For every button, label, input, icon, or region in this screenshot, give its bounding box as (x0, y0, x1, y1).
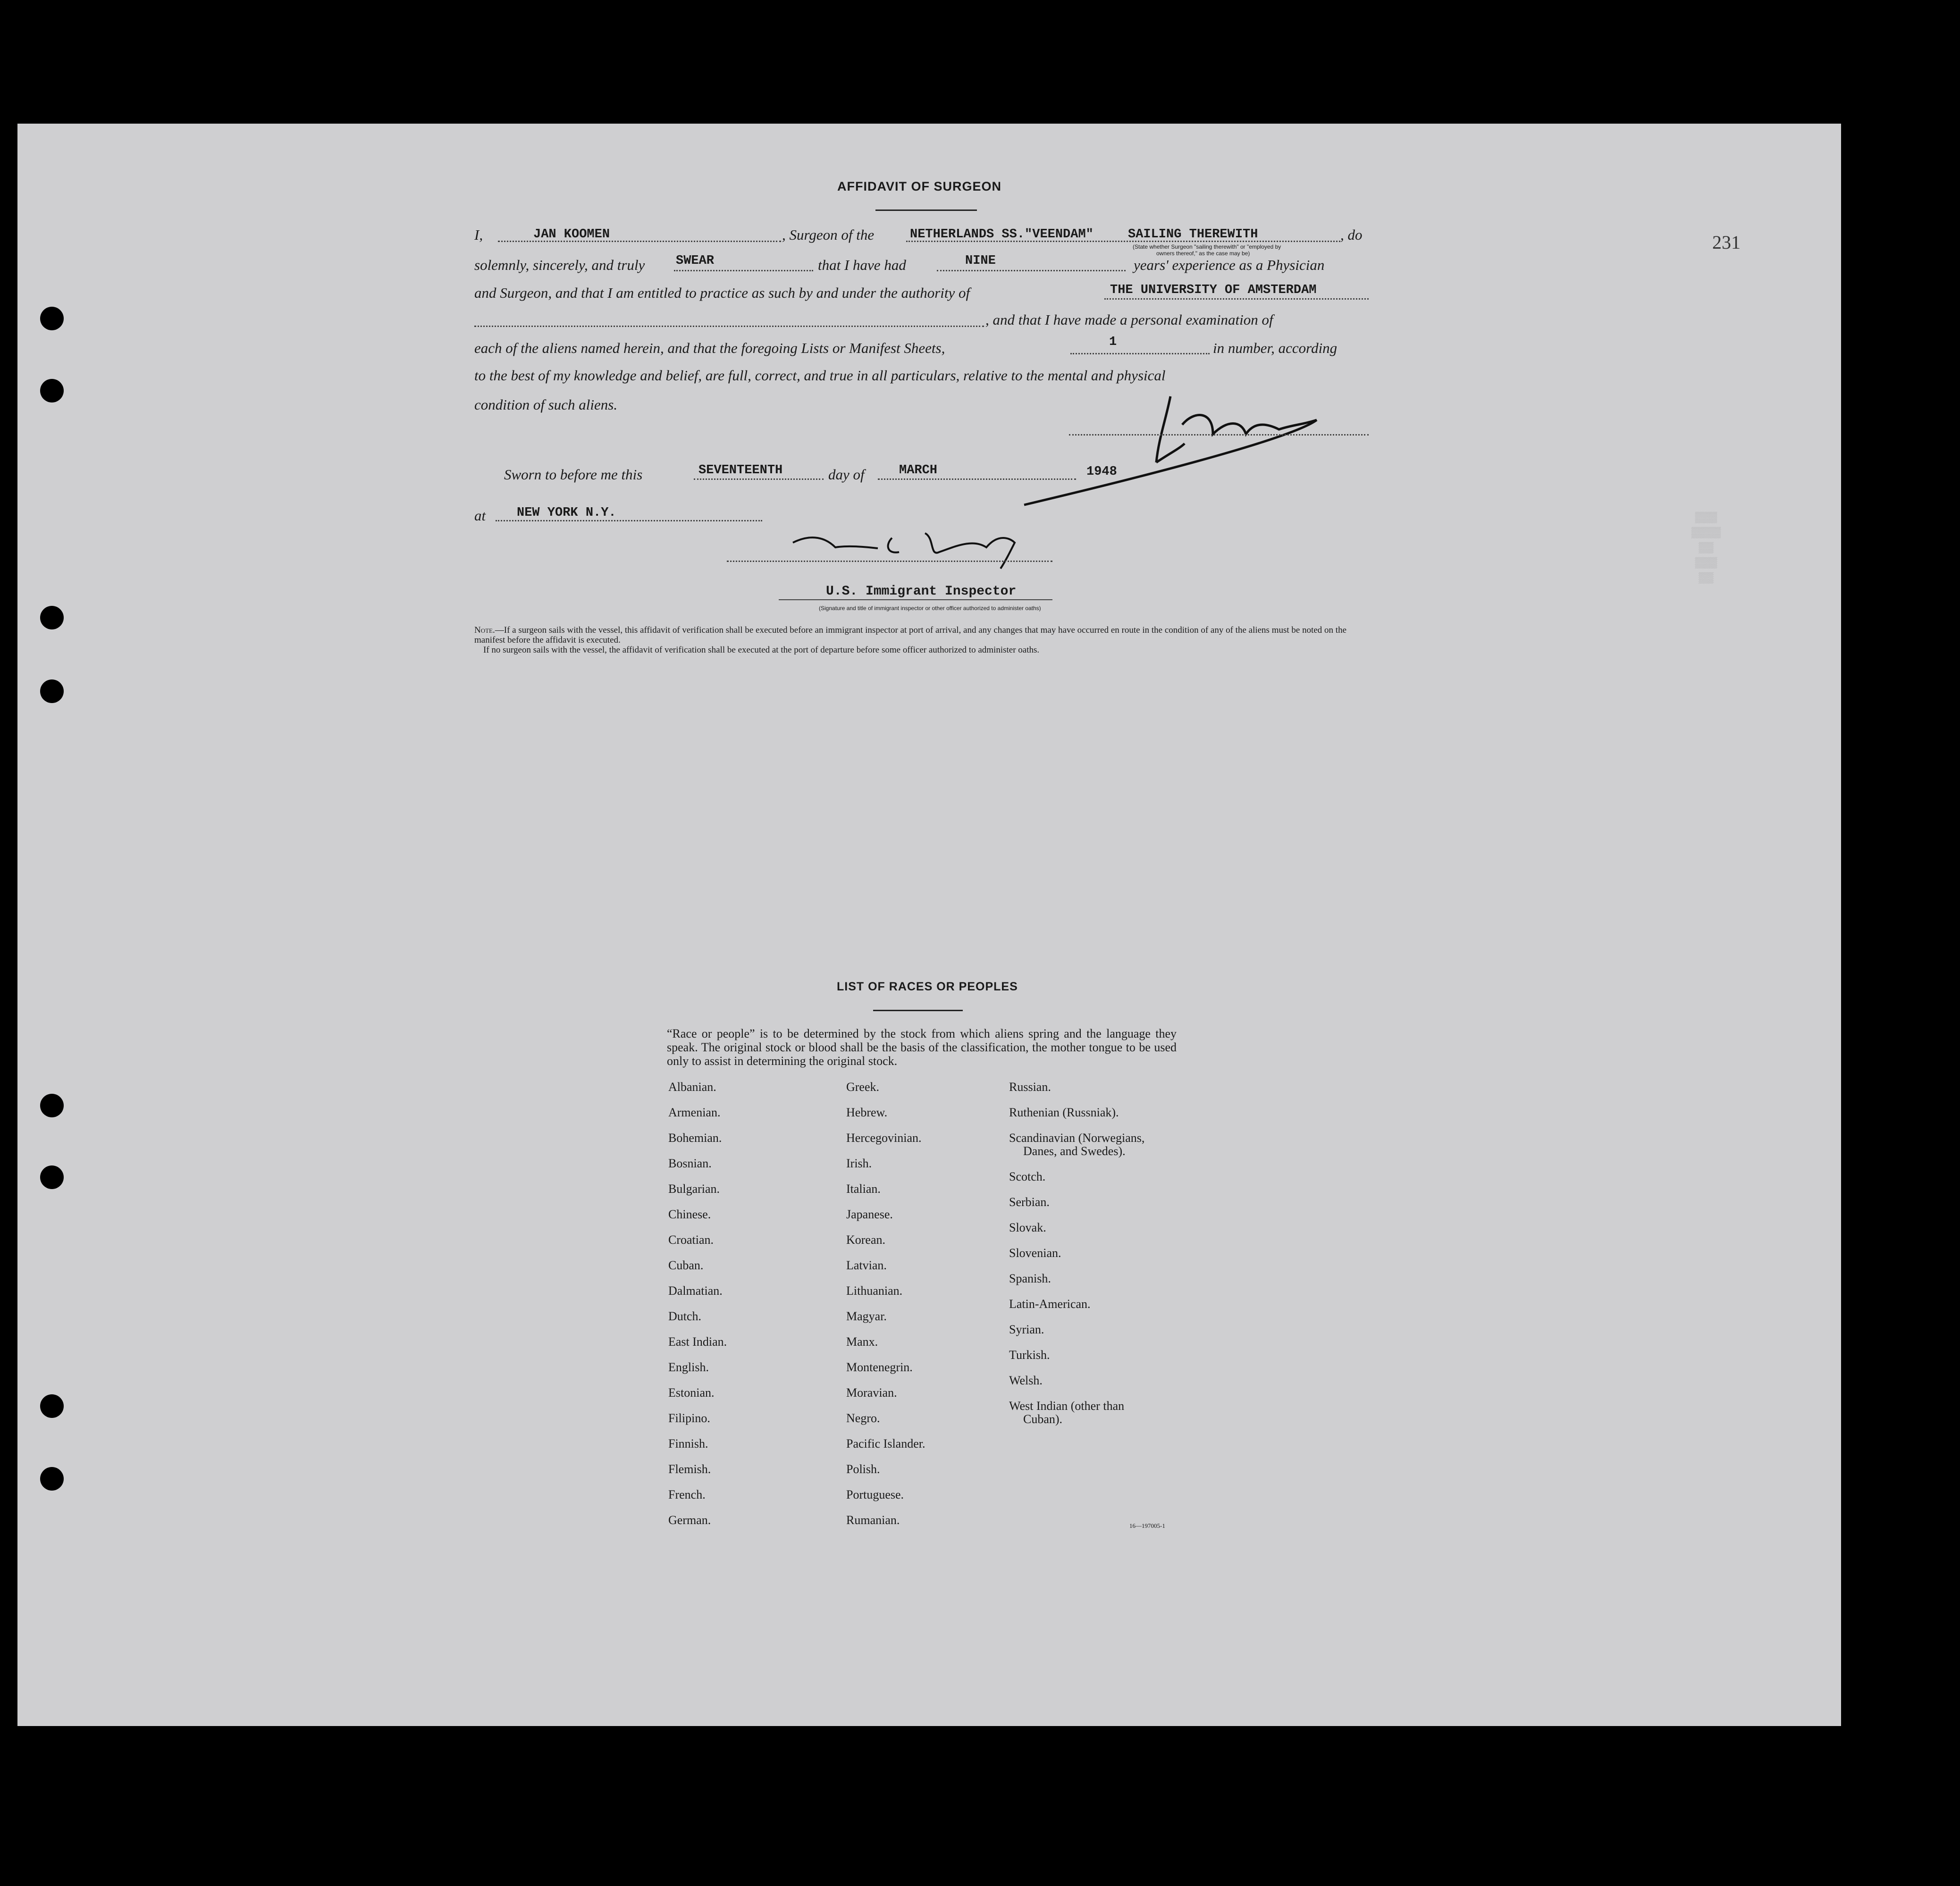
sworn-year: 1948 (1086, 465, 1117, 479)
inspector-title: U.S. Immigrant Inspector (826, 584, 1017, 599)
race-item: Polish. (846, 1462, 880, 1476)
text-solemnly: solemnly, sincerely, and truly (474, 257, 645, 273)
sailing-note-1: (State whether Surgeon "sailing therewith" or "employed by (1133, 243, 1281, 250)
day-line (694, 478, 824, 480)
binder-hole (40, 307, 64, 330)
surgeon-signature-line (1069, 434, 1369, 436)
sworn-month: MARCH (899, 463, 938, 478)
text-at: at (474, 507, 486, 524)
text-condition: condition of such aliens. (474, 396, 618, 413)
race-item: West Indian (other than (1009, 1399, 1125, 1413)
race-item: Montenegrin. (846, 1360, 913, 1374)
race-item: Bohemian. (668, 1131, 722, 1145)
text-sworn: Sworn to before me this (504, 466, 643, 483)
affidavit-note (474, 625, 1369, 655)
month-line (878, 478, 1076, 480)
text-surgeon-of: , Surgeon of the (782, 226, 875, 243)
vessel-line (906, 241, 1340, 242)
race-item: French. (668, 1488, 706, 1501)
surgeon-signature (1015, 392, 1354, 510)
race-item: Finnish. (668, 1437, 708, 1450)
race-item: English. (668, 1360, 709, 1374)
text-best-of-knowledge: to the best of my knowledge and belief, are full, correct, and true in all particulars, relative to the mental and physical (474, 367, 1166, 384)
race-item: Filipino. (668, 1411, 710, 1425)
binder-hole (40, 1165, 64, 1189)
text-in-number: in number, according (1213, 340, 1338, 356)
race-item: Rumanian. (846, 1513, 900, 1527)
years-line (937, 270, 1126, 271)
years-experience: NINE (965, 254, 996, 268)
race-item: Syrian. (1009, 1323, 1044, 1336)
text-day-of: day of (828, 466, 865, 483)
race-item: Bosnian. (668, 1157, 712, 1170)
inspector-signature-line (727, 561, 1052, 562)
race-item: Bulgarian. (668, 1182, 720, 1196)
text-i-have-had: that I have had (818, 257, 906, 273)
race-item: Russian. (1009, 1080, 1051, 1094)
surgeon-name: JAN KOOMEN (533, 227, 610, 242)
text-i: I, (474, 226, 483, 243)
authority-continued-line (474, 326, 984, 327)
race-item: Dutch. (668, 1309, 702, 1323)
race-item: Hebrew. (846, 1106, 888, 1119)
sailing-note-2: owners thereof," as the case may be) (1156, 250, 1250, 257)
sailing-status: SAILING THEREWITH (1128, 227, 1258, 242)
binder-hole (40, 1467, 64, 1491)
race-item: Slovak. (1009, 1221, 1046, 1234)
race-item: Latin-American. (1009, 1297, 1091, 1311)
sheets-line (1070, 353, 1210, 354)
race-item: Slovenian. (1009, 1246, 1061, 1260)
races-column-3 (1009, 1081, 1144, 1438)
race-item: Portuguese. (846, 1488, 904, 1501)
race-item: Pacific Islander. (846, 1437, 925, 1450)
race-item: Korean. (846, 1233, 886, 1247)
binder-hole (40, 679, 64, 703)
race-item: Spanish. (1009, 1272, 1051, 1285)
title-underline (875, 210, 977, 211)
vessel-name: NETHERLANDS SS."VEENDAM" (910, 227, 1094, 242)
race-item: Magyar. (846, 1309, 887, 1323)
race-item: Serbian. (1009, 1195, 1050, 1209)
race-item: Greek. (846, 1080, 880, 1094)
document-sheet (17, 124, 1841, 1726)
sworn-place: NEW YORK N.Y. (517, 506, 616, 520)
race-item: East Indian. (668, 1335, 727, 1349)
name-line (498, 241, 781, 242)
binder-hole (40, 1094, 64, 1117)
authority-line (1104, 298, 1369, 300)
races-title-underline (873, 1010, 963, 1011)
race-item: Welsh. (1009, 1374, 1043, 1387)
races-intro: “Race or people” is to be determined by the stock from which aliens spring and the language they speak. The original stock or blood shall be the basis of the classification, the mother tongue to be used only to assist in determining the original stock. (667, 1027, 1177, 1068)
affidavit-title: AFFIDAVIT OF SURGEON (837, 179, 1001, 193)
race-item: Cuban). (1023, 1412, 1063, 1426)
race-item: Albanian. (668, 1080, 716, 1094)
oath-line (674, 270, 813, 271)
race-item: Hercegovinian. (846, 1131, 922, 1145)
race-item: Ruthenian (Russniak). (1009, 1106, 1119, 1119)
text-each-alien: each of the aliens named herein, and that the foregoing Lists or Manifest Sheets, (474, 340, 945, 356)
race-item: German. (668, 1513, 711, 1527)
inspector-signature (783, 519, 1029, 571)
race-item: Cuban. (668, 1258, 704, 1272)
races-column-2 (846, 1081, 925, 1539)
inspector-caption: (Signature and title of immigrant inspector or other officer authorized to administer oaths) (819, 605, 1041, 612)
race-item: Irish. (846, 1157, 872, 1170)
race-item: Manx. (846, 1335, 878, 1349)
note-paragraph-1: —If a surgeon sails with the vessel, this affidavit of verification shall be executed before an immigrant inspector at port of arrival, and any changes that may have occurred en route in the condition of any of the aliens must be noted on the manifest before the affidavit is executed. (474, 625, 1347, 645)
race-item: Italian. (846, 1182, 881, 1196)
faint-stamp-marks: ▒▒▒ ▒▒▒▒ ▒▒ ▒▒▒ ▒▒ (1691, 511, 1721, 583)
text-personal-examination: , and that I have made a personal examination of (985, 311, 1273, 328)
races-title: LIST OF RACES OR PEOPLES (837, 980, 1018, 993)
place-line (496, 520, 762, 521)
sworn-day: SEVENTEENTH (698, 463, 783, 478)
binder-hole (40, 606, 64, 629)
oath-type: SWEAR (676, 254, 715, 268)
race-item: Estonian. (668, 1386, 715, 1400)
text-and-surgeon: and Surgeon, and that I am entitled to practice as such by and under the authority of (474, 285, 970, 301)
races-column-1 (668, 1081, 727, 1539)
inspector-title-line (779, 599, 1052, 600)
binder-hole (40, 1394, 64, 1418)
race-item: Negro. (846, 1411, 880, 1425)
manifest-sheet-count: 1 (1109, 335, 1117, 349)
text-do: , do (1340, 226, 1363, 243)
binder-hole (40, 379, 64, 402)
text-years-experience: years' experience as a Physician (1134, 257, 1325, 273)
race-item: Japanese. (846, 1207, 893, 1221)
note-label: Note. (474, 625, 495, 635)
race-item: Flemish. (668, 1462, 711, 1476)
race-item: Dalmatian. (668, 1284, 723, 1298)
form-number: 16—197005-1 (1129, 1522, 1165, 1529)
race-item: Scotch. (1009, 1170, 1046, 1183)
race-item: Chinese. (668, 1207, 711, 1221)
race-item: Moravian. (846, 1386, 897, 1400)
race-item: Lithuanian. (846, 1284, 903, 1298)
page-number: 231 (1712, 232, 1741, 253)
race-item: Armenian. (668, 1106, 721, 1119)
race-item: Turkish. (1009, 1348, 1050, 1362)
race-item: Danes, and Swedes). (1023, 1144, 1126, 1158)
authority-name: THE UNIVERSITY OF AMSTERDAM (1110, 283, 1317, 297)
race-item: Scandinavian (Norwegians, (1009, 1131, 1145, 1145)
note-paragraph-2: If no surgeon sails with the vessel, the affidavit of verification shall be executed at the port of departure before some officer authorized to administer oaths. (483, 645, 1040, 655)
race-item: Latvian. (846, 1258, 887, 1272)
race-item: Croatian. (668, 1233, 714, 1247)
